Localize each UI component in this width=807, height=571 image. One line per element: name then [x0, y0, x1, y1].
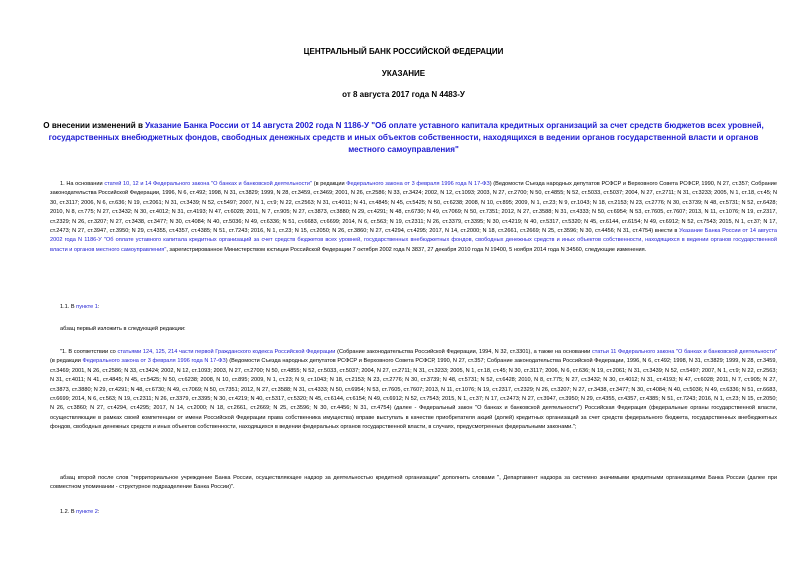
title-referenced-act-link[interactable]: Указание Банка России от 14 августа 2002 года N 1186-У "Об оплате уставного капитала кредитных организаций за счет средств бюджетов всех уровней, государственных внебюджетных фондов, свободных денежных средств и иных объектов собственности, находящихся в ведении органов государственной власти и органов местного самоуправления"	[48, 121, 764, 154]
civil-code-link[interactable]: статьями 124, 125, 214 части первой Гражданского кодекса Российской Федерации	[117, 349, 336, 355]
p1-text-1: 1. На основании	[60, 181, 105, 187]
subparagraph-1-2	[60, 508, 99, 516]
issuer-heading: ЦЕНТРАЛЬНЫЙ БАНК РОССИЙСКОЙ ФЕДЕРАЦИИ	[303, 47, 504, 56]
title-prefix: О внесении изменений в	[43, 121, 146, 130]
subparagraph-1-1-text: абзац первый изложить в следующей редакции:	[60, 326, 186, 332]
p2-text-4: ) (Ведомости Съезда народных депутатов РСФСР и Верховного Совета РСФСР, 1990, N 27, ст.357; Собрание законодательства Российской Федерации, 1996, N 6, ст.492; 1998, N 31, ст.3829; 1999, N 28, ст.3459, ст.3469; 2001, N 26, ст.2586; N 33, ст.3424; 2002, N 12, ст.1093; 2003, N 27, ст.2700; N 50, ст.4855; N 52, ст.5033, ст.5037; 2004, N 27, ст.2711; N 31, ст.3233; 2005, N 1, ст.18, ст.45; N 30, ст.3117; 2006, N 6, ст.636; N 19, ст.2061; N 31, ст.3439; N 52, ст.5497; 2007, N 1, ст.9; N 22, ст.2563; N 31, ст.4011; N 41, ст.4845; N 45, ст.5425; N 50, ст.6238; 2008, N 10, ст.895; 2009, N 1, ст.23; N 9, ст.1043; N 18, ст.2153; N 23, ст.2776; N 30, ст.3739; N 48, ст.5731; N 52, ст.6428; 2010, N 8, ст.775; N 27, ст.3432; N 30, ст.4012; N 31, ст.4193; N 47, ст.6028; 2011, N 7, ст.905; N 27, ст.3873, ст.3880; N 29, ст.4291; N 48, ст.6730; N 49, ст.7069; N 50, ст.7351; 2012, N 27, ст.3588; N 31, ст.4333; N 50, ст.6954; N 53, ст.7605, ст.7607; 2013, N 11, ст.1076; N 19, ст.2317, ст.2329; N 26, ст.3207; N 27, ст.3438, ст.3477; N 30, ст.4084; N 40, ст.5036; N 49, ст.6336; N 51, ст.6683, ст.6699; 2014, N 6, ст.563; N 19, ст.2311; N 26, ст.3379, ст.3395; N 30, ст.4219; N 40, ст.5317, ст.5320; N 45, ст.6144, ст.6154; N 49, ст.6912; N 52, ст.7543; 2015, N 1, ст.37; N 17, ст.2473; N 27, ст.3947, ст.3950; N 29, ст.4355, ст.4357, ст.4385; N 51, ст.7243; 2016, N 1, ст.23; N 15, ст.2050; N 26, ст.3860; N 27, ст.4294, ст.4295; 2017, N 14, ст.2000; N 18, ст.2661, ст.2669; N 25, ст.3596; N 30, ст.4456; N 31, ст.4754) (далее - Федеральный закон "О банках и банковской деятельности") Российская Федерация (федеральные органы государственной власти, осуществляющие в рамках своей компетенции от имени Российской Федерации права собственника имущества) вправе выступать в качестве приобретателя акций (долей) кредитных организаций за счет средств федерального бюджета, государственных внебюджетных фондов, свободных денежных средств и иных объектов собственности, находящихся в ведении федеральных органов государственной власти, в случаях, предусмотренных федеральными законами.";	[50, 358, 777, 431]
s12-suffix: :	[97, 509, 100, 515]
s11-prefix: 1.1. В	[60, 304, 77, 310]
point-2-link[interactable]: пункте 2	[76, 509, 98, 515]
s11-suffix: :	[97, 304, 100, 310]
p1-text-2: (в редакции	[312, 181, 347, 187]
p2-text-1: "1. В соответствии со	[60, 349, 118, 355]
subparagraph-1-1	[60, 303, 99, 311]
p2-federal-law-link[interactable]: Федерального закона от 3 февраля 1996 года N 17-ФЗ	[82, 358, 226, 365]
p1-federal-law-link[interactable]: Федерального закона от 3 февраля 1996 года N 17-ФЗ	[346, 181, 490, 187]
document-type-heading: УКАЗАНИЕ	[381, 69, 426, 78]
p1-amended-act-link[interactable]: Указание Банка России от 14 августа 2002 года N 1186-У "Об оплате уставного капитала кредитных организаций за счет средств бюджетов всех уровней, государственных внебюджетных фондов, свободных денежных средств и иных объектов собственности, находящихся в ведении органов государственной власти и органов местного самоуправления"	[50, 228, 778, 253]
p1-law-articles-link[interactable]: статей 10, 12 и 14 Федерального закона "О банках и банковской деятельности"	[104, 181, 313, 187]
banking-law-article-11-link[interactable]: статьи 11 Федерального закона "О банках и банковской деятельности"	[591, 349, 777, 355]
point-1-link[interactable]: пункте 1	[76, 304, 98, 310]
paragraph-new-wording	[50, 348, 777, 433]
p1-text-3: ) (Ведомости Съезда народных депутатов РСФСР и Верховного Совета РСФСР, 1990, N 27, ст.357; Собрание законодательства Российской Федерации, 1996, N 6, ст.492; 1998, N 31, ст.3829; 1999, N 28, ст.3459, ст.3469; 2001, N 26, ст.2586; N 33, ст.3424; 2002, N 12, ст.1093; 2003, N 27, ст.2700; N 50, ст.4855; N 52, ст.5033, ст.5037; 2004, N 27, ст.2711; N 31, ст.3233; 2005, N 1, ст.18, ст.45; N 30, ст.3117; 2006, N 6, ст.636; N 19, ст.2061; N 31, ст.3439; N 52, ст.5497; 2007, N 1, ст.9; N 22, ст.2563; N 31, ст.4011; N 41, ст.4845; N 45, ст.5425; N 50, ст.6238; 2008, N 10, ст.895; 2009, N 1, ст.23; N 9, ст.1043; N 18, ст.2153; N 23, ст.2776; N 30, ст.3739; N 48, ст.5731; N 52, ст.6428; 2010, N 8, ст.775; N 27, ст.3432; N 30, ст.4012; N 31, ст.4193; N 47, ст.6028; 2011, N 7, ст.905; N 27, ст.3873, ст.3880; N 29, ст.4291; N 48, ст.6730; N 49, ст.7069; N 50, ст.7351; 2012, N 27, ст.3588; N 31, ст.4333; N 50, ст.6954; N 53, ст.7605, ст.7607; 2013, N 11, ст.1076; N 19, ст.2317, ст.2329; N 26, ст.3207; N 27, ст.3438, ст.3477; N 30, ст.4084; N 40, ст.5036; N 49, ст.6336; N 51, ст.6683, ст.6699; 2014, N 6, ст.563; N 19, ст.2311; N 26, ст.3379, ст.3395; N 30, ст.4219; N 40, ст.5317, ст.5320; N 45, ст.6144, ст.6154; N 49, ст.6912; N 52, ст.7543; 2015, N 1, ст.37; N 17, ст.2473; N 27, ст.3947, ст.3950; N 29, ст.4355, ст.4357, ст.4385; N 51, ст.7243; 2016, N 1, ст.23; N 15, ст.2050; N 26, ст.3860; N 27, ст.4294, ст.4295; 2017, N 14, ст.2000; N 18, ст.2661, ст.2669; N 25, ст.3596; N 30, ст.4456; N 31, ст.4754) внести в	[50, 181, 778, 235]
p2-text-2: (Собрание законодательства Российской Федерации, 1994, N 32, ст.3301), а также на основании	[335, 349, 592, 355]
paragraph-1	[50, 180, 777, 255]
p2-text-3: (в редакции	[50, 358, 83, 365]
document-title	[40, 120, 767, 156]
paragraph-second-amendment: абзац второй после слов "территориальное учреждение Банка России, осуществляющее надзор за деятельностью кредитной организации" дополнить словами ", Департамент надзора за системно значимыми кредитными организациями Банка России (далее при совместном упоминании - структурное подразделение Банка России)".	[50, 475, 777, 491]
s12-prefix: 1.2. В	[60, 509, 77, 515]
document-date-number: от 8 августа 2017 года N 4483-У	[342, 90, 465, 99]
p1-text-4: , зарегистрированное Министерством юстиции Российской Федерации 7 октября 2002 года N 3837, 27 декабря 2010 года N 19400, 5 ноября 2014 года N 34560, следующие изменения.	[166, 246, 647, 253]
